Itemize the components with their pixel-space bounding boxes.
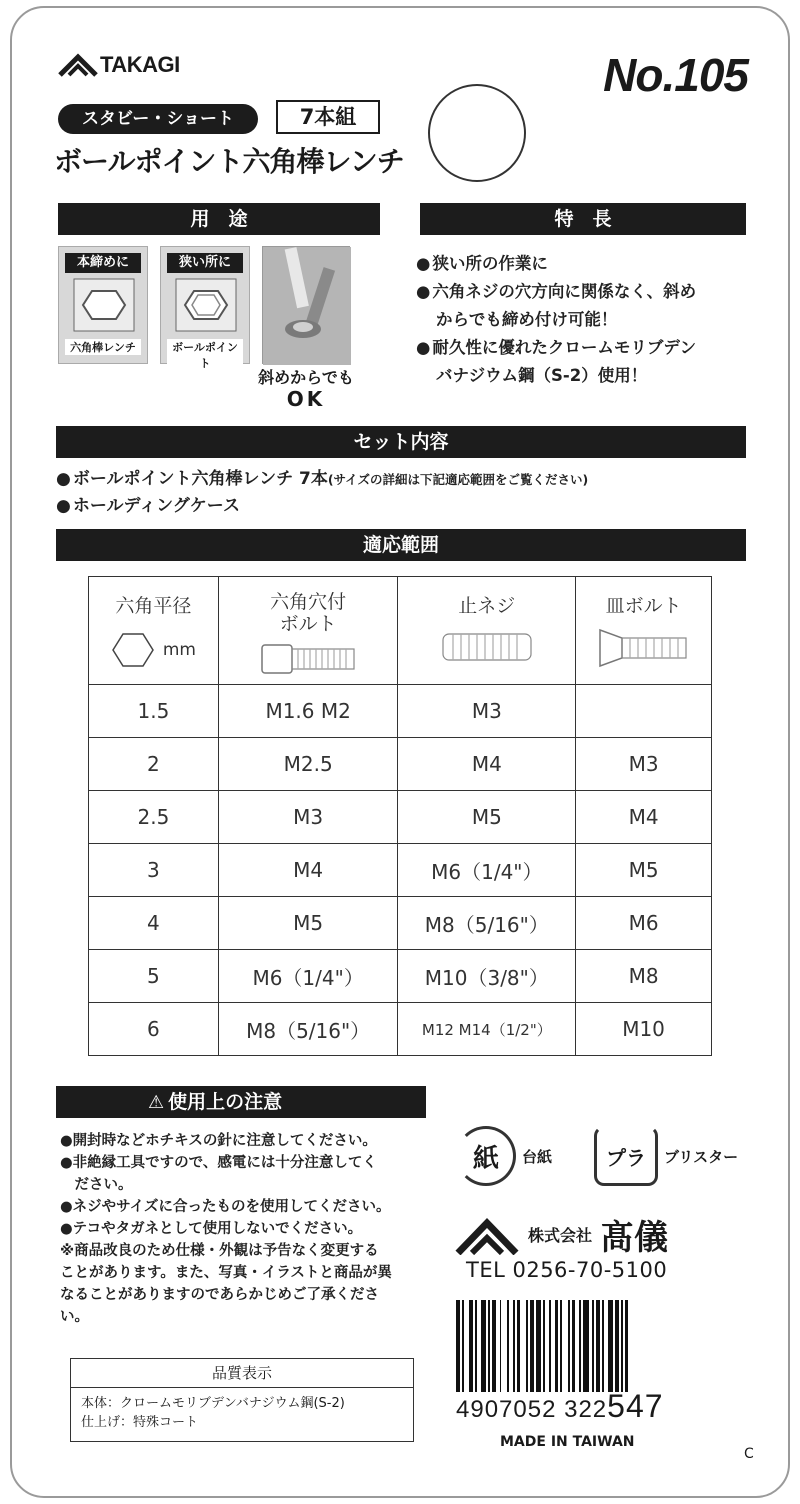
type-tag: スタビー・ショート <box>58 104 258 134</box>
quality-heading: 品質表示 <box>71 1359 413 1388</box>
feature-item-cont: バナジウム鋼（S-2）使用！ <box>436 366 648 385</box>
quality-box <box>70 1358 414 1442</box>
angle-note-line2: OK <box>286 387 326 411</box>
quality-line2: 仕上げ：特殊コート <box>81 1415 199 1430</box>
company-tel: TEL 0256-70-5100 <box>466 1258 668 1282</box>
table-row: 6 M8（5/16"） M12 M14（1/2"） M10 <box>89 1003 712 1056</box>
range-table-header <box>89 577 712 685</box>
company-name: 髙儀 <box>600 1218 669 1258</box>
set-item: ● ホールディングケース <box>56 493 756 519</box>
usage-panel-tightening <box>58 246 148 364</box>
quality-line1: 本体：クロームモリブデンバナジウム鋼(S-2) <box>81 1396 345 1411</box>
angled-wrench-photo-icon <box>263 247 351 365</box>
unit-label: mm <box>162 640 196 660</box>
set-contents-heading: セット内容 <box>56 426 746 458</box>
set-screw-icon <box>439 630 535 664</box>
plastic-label: ブリスター <box>664 1147 739 1166</box>
hang-hole <box>428 84 526 182</box>
table-row: 3 M4 M6（1/4"） M5 <box>89 844 712 897</box>
table-row: 4 M5 M8（5/16"） M6 <box>89 897 712 950</box>
header-set-screw: 止ネジ <box>398 577 576 685</box>
barcode-digits: 4907052 322547 <box>456 1388 664 1424</box>
plastic-recycle-icon: プラ <box>594 1126 658 1186</box>
feature-item: ● 狭い所の作業に <box>416 250 756 278</box>
paper-label: 台紙 <box>522 1147 553 1166</box>
usage-heading: 用 途 <box>58 203 380 235</box>
features-list <box>416 250 756 390</box>
brand-name: TAKAGI <box>100 52 180 77</box>
corner-mark: C <box>744 1446 754 1462</box>
usage-panel-narrow <box>160 246 250 370</box>
header-hex: 六角平径 mm <box>89 577 219 685</box>
range-heading: 適応範囲 <box>56 529 746 561</box>
table-row: 1.5 M1.6 M2 M3 <box>89 685 712 738</box>
header-socket-bolt: 六角穴付 ボルト <box>218 577 398 685</box>
model-number: No.105 <box>603 49 748 101</box>
panel-label: 狭い所に <box>167 253 243 273</box>
warning-triangle-icon: ⚠ <box>148 1092 165 1113</box>
ball-point-hex-icon <box>161 273 251 335</box>
panel-label: 本締めに <box>65 253 141 273</box>
company-prefix: 株式会社 <box>528 1226 593 1245</box>
header-flat-bolt: 皿ボルト <box>576 577 712 685</box>
range-table <box>88 576 712 1056</box>
company-logo-icon <box>454 1215 520 1255</box>
set-item: ● ボールポイント六角棒レンチ 7本(サイズの詳細は下記適応範囲をご覧ください) <box>56 466 756 493</box>
socket-bolt-icon <box>258 639 358 679</box>
table-row: 2 M2.5 M4 M3 <box>89 738 712 791</box>
house-roof-logo-icon <box>58 53 98 77</box>
panel-caption: ボールポイント <box>167 339 243 371</box>
caution-title: 使用上の注意 <box>168 1091 283 1113</box>
table-row: 2.5 M3 M5 M4 <box>89 791 712 844</box>
paper-recycle-icon: 紙 <box>456 1126 516 1186</box>
panel-caption: 六角棒レンチ <box>65 339 141 355</box>
paper-recycle-mark <box>456 1126 552 1186</box>
count-tag: 7本組 <box>276 100 380 134</box>
table-row: 5 M6（1/4"） M10（3/8"） M8 <box>89 950 712 1003</box>
caution-heading <box>56 1086 426 1118</box>
plastic-recycle-mark <box>594 1126 738 1186</box>
feature-item: ● 六角ネジの穴方向に関係なく、斜め <box>416 278 756 306</box>
product-name: ボールポイント六角棒レンチ <box>54 145 404 178</box>
angle-note-line1: 斜めからでも <box>258 368 354 387</box>
feature-item: ● 耐久性に優れたクロームモリブデン <box>416 334 756 362</box>
flat-head-bolt-icon <box>596 628 692 668</box>
made-in: MADE IN TAIWAN <box>500 1434 635 1450</box>
brand-logo <box>58 52 180 78</box>
barcode-stripe <box>628 1300 634 1392</box>
company-block <box>454 1210 668 1259</box>
hex-socket-icon <box>59 273 149 335</box>
features-heading: 特 長 <box>420 203 746 235</box>
set-contents-list <box>56 466 756 519</box>
angle-note <box>250 368 362 410</box>
barcode-bars <box>456 1300 702 1392</box>
feature-item-cont: からでも締め付け可能！ <box>436 310 618 329</box>
usage-photo-angled <box>262 246 350 364</box>
hexagon-icon <box>111 632 155 668</box>
caution-text: ●開封時などホチキスの針に注意してください。 ●非絶縁工具ですので、感電には十分注意してく ださい。 ●ネジやサイズに合ったものを使用してください。 ●テコやタガネとして使用しないでください。 ※商品改良のため仕様・外観は予告なく変更する ことがあります。また、写真・イラストと商品が異 なることがありますのであらかじめご了承くださ い。 <box>60 1133 392 1325</box>
